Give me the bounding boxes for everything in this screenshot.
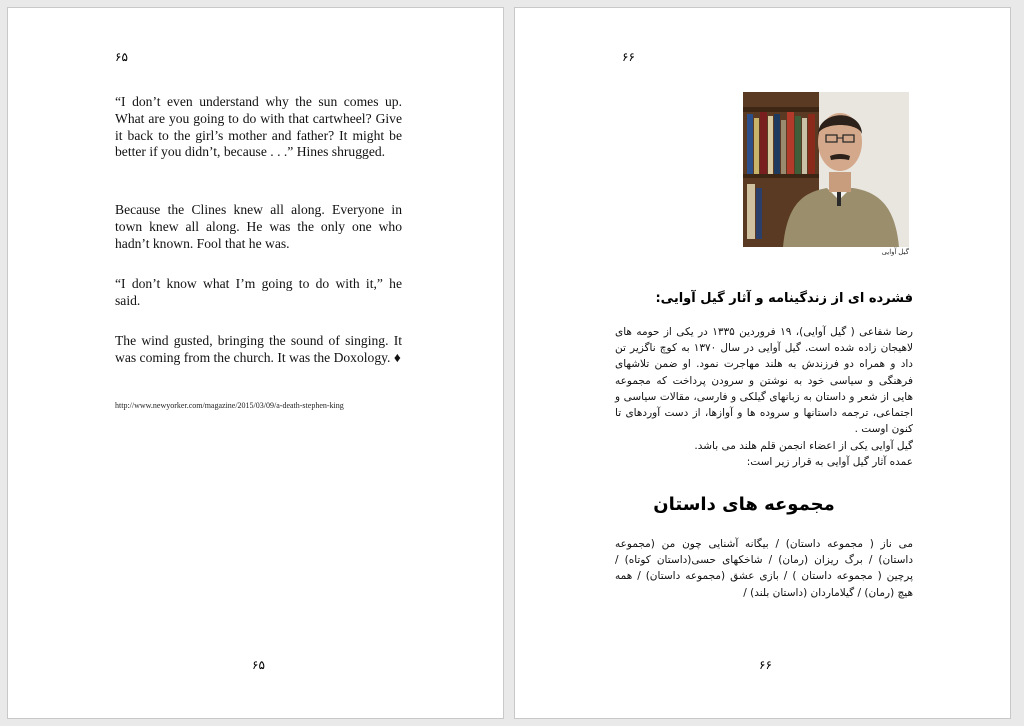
paragraph-3: “I don’t know what I’m going to do with it,” he said. xyxy=(115,276,402,308)
source-link[interactable]: http://www.newyorker.com/magazine/2015/03/09/a-death-stephen-king xyxy=(115,401,344,410)
bio-heading: فشرده ای از زندگینامه و آثار گیل آوایی: xyxy=(655,291,913,306)
author-photo xyxy=(743,92,909,247)
paragraph-1: “I don’t even understand why the sun comes up. What are you going to do with that cartwheel? Give it back to the girl’s mother and father? It might be better if you didn’t, because . . .” Hines shrugged. xyxy=(115,94,402,160)
bio-line-pen-club: گیل آوایی یکی از اعضاء انجمن قلم هلند می باشد. xyxy=(694,440,913,452)
left-page xyxy=(7,7,504,719)
paragraph-2: Because the Clines knew all along. Everyone in town knew all along. He was the only one who hadn’t known. Fool that he was. xyxy=(115,202,402,251)
works-list: می ناز ( مجموعه داستان) / بیگانه آشنایی چون من (مجموعه داستان) / برگ ریزان (رمان) / شاخکهای حسی(داستان کوتاه) / پرچین ( مجموعه داستان ) / بازی عشق (مجموعه داستان) / همه هیچ (رمان) / گیلاماردان (داستان بلند) / xyxy=(615,538,913,599)
page-number-bottom: ۶۶ xyxy=(759,658,772,672)
right-page xyxy=(514,7,1011,719)
page-number-bottom: ۶۵ xyxy=(252,658,265,672)
page-number-top: ۶۶ xyxy=(622,50,635,64)
section-title-story-collections: مجموعه های داستان xyxy=(653,494,835,515)
bio-paragraph: رضا شفاعی ( گیل آوایی)، ۱۹ فروردین ۱۳۳۵ در یکی از حومه های لاهیجان زاده شده است. گیل آوایی در سال ۱۳۷۰ به کوچ ناگزیر تن داد و همراه دو فرزندش به هلند مهاجرت نمود. او ضمن تلاشهای فرهنگی و سیاسی خود به نوشتن و سرودن پرداخت که مجموعه هایی از شعر و داستان به زبانهای گیلکی و فارسی، مقالات سیاسی و اجتماعی، ترجمه داستانها و سروده ها و آوازها، از دست آوردهای تا کنون اوست . xyxy=(615,326,913,436)
paragraph-4: The wind gusted, bringing the sound of singing. It was coming from the church. It was the Doxology. ♦ xyxy=(115,333,402,365)
photo-caption: گیل آوایی xyxy=(881,248,909,256)
bio-line-works-intro: عمده آثار گیل آوایی به قرار زیر است: xyxy=(746,456,913,468)
page-number-top: ۶۵ xyxy=(115,50,128,64)
